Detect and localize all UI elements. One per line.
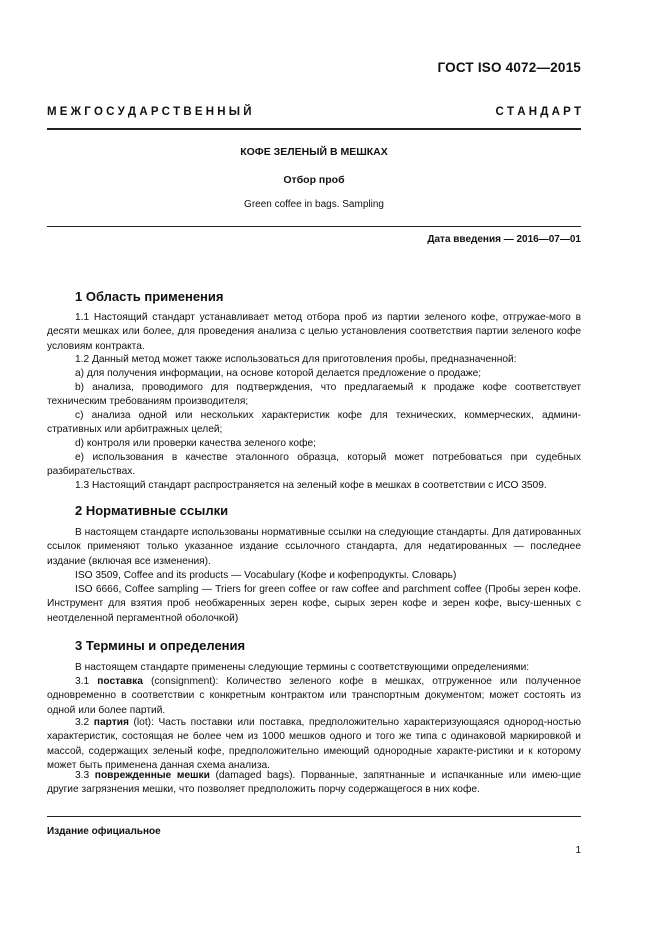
term-consignment: поставка (97, 676, 143, 687)
banner-right: С Т А Н Д А Р Т (495, 106, 581, 118)
section-1-item-a: a) для получения информации, на основе которой делается предложение о продаже; (75, 368, 482, 379)
section-1-para-1-1: 1.1 Настоящий стандарт устанавливает метод отбора проб из партии зеленого кофе, отгружае-мого в десяти мешках или более, для проведения анализа с целью установления соответствия партии зеленого кофе условиям контракта. (47, 312, 581, 352)
header-divider (47, 128, 581, 130)
page-number: 1 (575, 845, 581, 856)
document-code: ГОСТ ISO 4072—2015 (437, 60, 581, 75)
title-en: Green coffee in bags. Sampling (244, 199, 384, 210)
term-lot: партия (93, 717, 129, 728)
section-2-para-1: В настоящем стандарте использованы нормативные ссылки на следующие стандарты. Для датированных ссылок применяют только указанное издание ссылочного стандарта, для недатированных — последнее издание (включая все изменения). (47, 527, 581, 567)
section-2-heading: 2 Нормативные ссылки (75, 503, 229, 518)
section-1-para-1-2: 1.2 Данный метод может также использоваться для приготовления пробы, предназначенной: (75, 354, 517, 365)
section-3-term-3-2: 3.2 партия (lot): Часть поставки или поставка, предположительно характеризующаяся однород-ностью характеристик, состоящая не более чем из 1000 мешков одного и того же типа с одинаковой маркировкой и массой, содержащих зеленый кофе, предположительно имеющий однородные характе-ристики и к которому может быть применена данная схема анализа. (47, 717, 581, 771)
section-3-term-3-1: 3.1 поставка (consignment): Количество зеленого кофе в мешках, отгруженное или полученное одновременно в соответствии с конкретным контрактом или транспортным документом; может состоять из одной или более партий. (47, 676, 581, 716)
section-1-heading: 1 Область применения (75, 289, 224, 304)
footer-divider (47, 816, 581, 817)
banner-left: М Е Ж Г О С У Д А Р С Т В Е Н Н Ы Й (47, 106, 252, 118)
section-3-heading: 3 Термины и определения (75, 638, 246, 653)
term-damaged-bags: поврежденные мешки (94, 770, 210, 781)
section-3-para-1: В настоящем стандарте применены следующие термины с соответствующими определениями: (75, 662, 530, 673)
section-1-para-1-3: 1.3 Настоящий стандарт распространяется на зеленый кофе в мешках в соответствии с ИСО 3509. (75, 480, 547, 491)
section-1-item-e: e) использования в качестве эталонного образца, который может потребоваться при судебных разбирательствах. (47, 452, 581, 478)
standard-banner (47, 106, 581, 118)
section-1-item-b: b) анализа, проводимого для подтверждения, что предлагаемый к продаже кофе соответствует техническим требованиям производителя; (47, 382, 581, 408)
official-edition-label: Издание официальное (47, 826, 161, 837)
section-3-term-3-3: 3.3 поврежденные мешки (damaged bags). Порванные, запятнанные и испачканные или имею-щие другие загрязнения мешки, что позволяет предположить порчу содержащегося в них кофе. (47, 770, 582, 796)
subtitle-ru: Отбор проб (283, 174, 345, 186)
title-divider (47, 226, 581, 227)
title-ru: КОФЕ ЗЕЛЕНЫЙ В МЕШКАХ (240, 146, 388, 158)
section-1-item-d: d) контроля или проверки качества зеленого кофе; (75, 438, 316, 449)
intro-date: Дата введения — 2016—07—01 (427, 234, 581, 245)
section-1-item-c: c) анализа одной или нескольких характеристик кофе для технических, коммерческих, админи-стративных или арбитражных целей; (47, 410, 581, 436)
section-2-ref-iso3509: ISO 3509, Coffee and its products — Vocabulary (Кофе и кофепродукты. Словарь) (75, 570, 457, 581)
section-2-ref-iso6666: ISO 6666, Coffee sampling — Triers for green coffee or raw coffee and parchment coffee (Пробы зерен кофе. Инструмент для взятия проб необжаренных зерен кофе, сырых зерен кофе и зерен кофе, высу-шенных с неотделенной пергаментной оболочкой) (47, 584, 581, 624)
